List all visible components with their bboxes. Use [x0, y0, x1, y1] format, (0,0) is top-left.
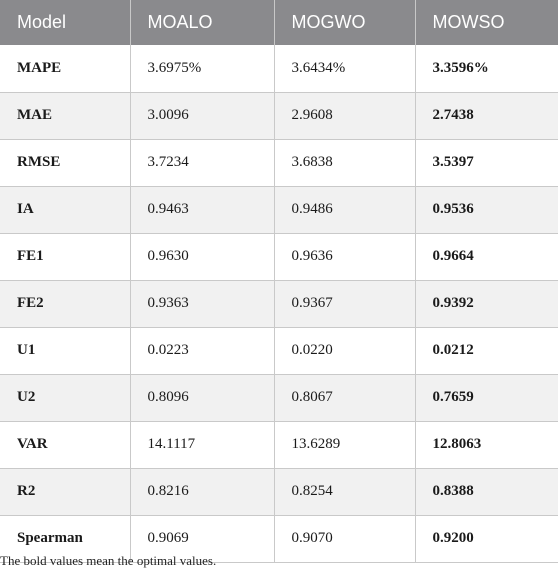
moalo-value: 3.6975% — [130, 45, 274, 92]
header-moalo: MOALO — [130, 0, 274, 45]
mogwo-value: 0.9636 — [274, 233, 415, 280]
mowso-value: 0.9392 — [415, 280, 558, 327]
mogwo-value: 0.8067 — [274, 374, 415, 421]
moalo-value: 0.0223 — [130, 327, 274, 374]
mowso-value: 0.0212 — [415, 327, 558, 374]
moalo-value: 0.8096 — [130, 374, 274, 421]
table-row — [0, 327, 558, 374]
table-footnote: The bold values mean the optimal values. — [0, 553, 217, 568]
metric-label: MAE — [0, 92, 130, 139]
mowso-value: 3.3596% — [415, 45, 558, 92]
metric-label: U2 — [0, 374, 130, 421]
mogwo-value: 3.6434% — [274, 45, 415, 92]
table-row — [0, 92, 558, 139]
mogwo-value: 0.0220 — [274, 327, 415, 374]
moalo-value: 0.9363 — [130, 280, 274, 327]
metric-label: VAR — [0, 421, 130, 468]
mogwo-value: 0.9486 — [274, 186, 415, 233]
mogwo-value: 13.6289 — [274, 421, 415, 468]
moalo-value: 0.9630 — [130, 233, 274, 280]
mogwo-value: 2.9608 — [274, 92, 415, 139]
table-row — [0, 233, 558, 280]
header-model: Model — [0, 0, 130, 45]
header-mowso: MOWSO — [415, 0, 558, 45]
metric-label: R2 — [0, 468, 130, 515]
moalo-value: 3.0096 — [130, 92, 274, 139]
mowso-value: 0.9200 — [415, 515, 558, 562]
metric-label: FE1 — [0, 233, 130, 280]
metric-label: MAPE — [0, 45, 130, 92]
metric-label: RMSE — [0, 139, 130, 186]
mogwo-value: 0.9367 — [274, 280, 415, 327]
metric-label: IA — [0, 186, 130, 233]
mogwo-value: 0.8254 — [274, 468, 415, 515]
metric-label: FE2 — [0, 280, 130, 327]
metric-label: U1 — [0, 327, 130, 374]
mogwo-value: 0.9070 — [274, 515, 415, 562]
table-row — [0, 280, 558, 327]
table-row — [0, 421, 558, 468]
mowso-value: 2.7438 — [415, 92, 558, 139]
moalo-value: 14.1117 — [130, 421, 274, 468]
table-row — [0, 186, 558, 233]
table-row — [0, 139, 558, 186]
mowso-value: 0.9536 — [415, 186, 558, 233]
table-row — [0, 374, 558, 421]
moalo-value: 0.8216 — [130, 468, 274, 515]
mowso-value: 12.8063 — [415, 421, 558, 468]
metric-label: Spearman — [0, 515, 130, 562]
mowso-value: 0.8388 — [415, 468, 558, 515]
moalo-value: 0.9463 — [130, 186, 274, 233]
mogwo-value: 3.6838 — [274, 139, 415, 186]
mowso-value: 0.9664 — [415, 233, 558, 280]
table-row — [0, 45, 558, 92]
mowso-value: 3.5397 — [415, 139, 558, 186]
header-mogwo: MOGWO — [274, 0, 415, 45]
table-row — [0, 468, 558, 515]
mowso-value: 0.7659 — [415, 374, 558, 421]
moalo-value: 3.7234 — [130, 139, 274, 186]
header-row — [0, 0, 558, 45]
moalo-value: 0.9069 — [130, 515, 274, 562]
